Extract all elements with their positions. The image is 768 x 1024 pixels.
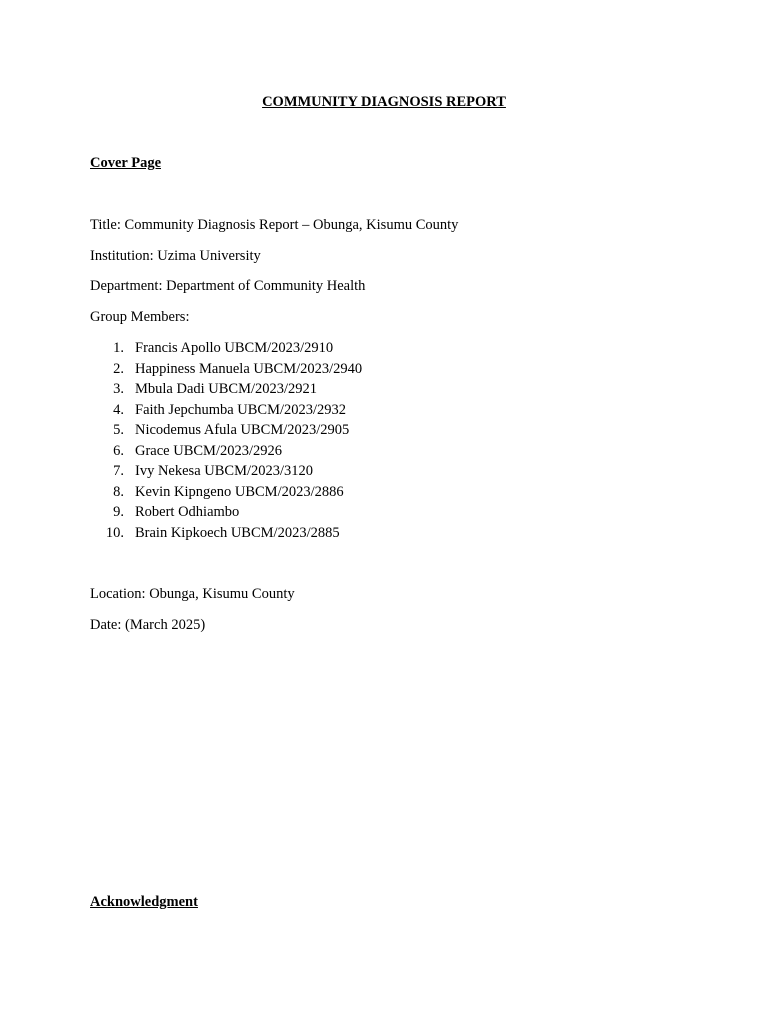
list-item: [90, 339, 362, 360]
member-name: Mbula Dadi UBCM/2023/2921: [135, 381, 318, 397]
location-line: Location: Obunga, Kisumu County: [90, 586, 295, 602]
member-name: Happiness Manuela UBCM/2023/2940: [135, 360, 363, 377]
list-number: 3.: [113, 381, 124, 397]
member-name: Ivy Nekesa UBCM/2023/3120: [135, 463, 314, 479]
list-item: [90, 401, 362, 422]
list-number: 8.: [113, 483, 124, 500]
member-name: Nicodemus Afula UBCM/2023/2905: [135, 422, 350, 438]
list-number: 2.: [113, 360, 124, 377]
report-title: COMMUNITY DIAGNOSIS REPORT: [262, 94, 506, 110]
list-item: [90, 360, 362, 381]
list-item: [90, 462, 362, 483]
list-number: 7.: [113, 463, 124, 479]
list-item: [90, 503, 362, 524]
group-members-list: [90, 339, 362, 544]
list-item: [90, 442, 362, 463]
list-number: 1.: [113, 340, 124, 356]
list-item: [90, 483, 362, 504]
member-name: Robert Odhiambo: [135, 504, 240, 520]
member-name: Faith Jepchumba UBCM/2023/2932: [135, 401, 347, 418]
member-name: Grace UBCM/2023/2926: [135, 442, 282, 459]
list-item: [90, 380, 362, 401]
list-number: 9.: [113, 504, 124, 520]
list-number: 6.: [113, 442, 124, 459]
title-line: Title: Community Diagnosis Report – Obunga, Kisumu County: [90, 217, 459, 233]
list-item: [90, 421, 362, 442]
group-members-label: Group Members:: [90, 309, 190, 325]
member-name: Brain Kipkoech UBCM/2023/2885: [135, 524, 340, 541]
acknowledgment-heading: Acknowledgment: [90, 894, 198, 910]
member-name: Francis Apollo UBCM/2023/2910: [135, 340, 334, 356]
institution-line: Institution: Uzima University: [90, 248, 261, 264]
cover-page-heading: Cover Page: [90, 155, 161, 171]
list-item: [90, 524, 362, 545]
department-line: Department: Department of Community Health: [90, 278, 366, 294]
list-number: 5.: [113, 422, 124, 438]
list-number: 10.: [105, 524, 124, 541]
list-number: 4.: [113, 401, 124, 418]
date-line: Date: (March 2025): [90, 617, 206, 633]
member-name: Kevin Kipngeno UBCM/2023/2886: [135, 483, 344, 500]
